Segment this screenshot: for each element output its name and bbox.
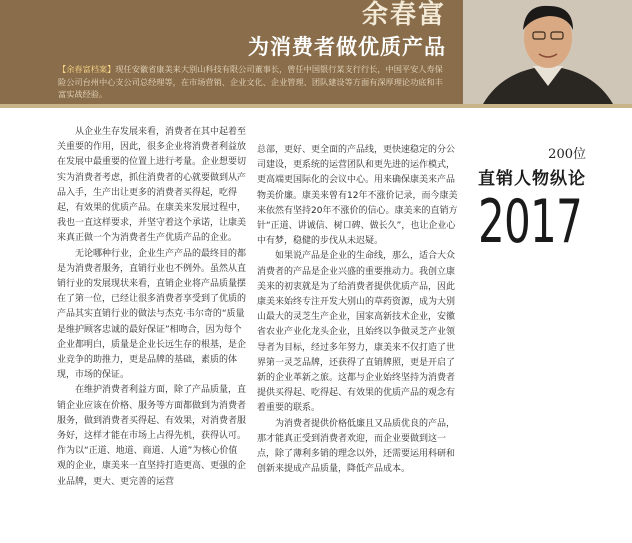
series-title: 直销人物纵论	[478, 169, 586, 189]
article-headline: 为消费者做优质产品	[248, 35, 446, 59]
paragraph: 为消费者提供价格低廉且又品质优良的产品，那才能真正受到消费者欢迎，而企业要做到这一点，除了薄利多销的理念以外，还需要运用科研和创新来提成产品质量，降低产品成本。	[257, 418, 456, 475]
header-divider	[0, 104, 632, 108]
paragraph: 无论哪种行业，企业生产产品的最终目的都是为消费者服务，直销行业也不例外。虽然从直销行业的发展现状来看，直销企业将产品质量摆在了第一位，已经让很多消费者享受到了优质的产品其实直销行业的做法与杰克·韦尔奇的“质量是维护顾客忠诚的最好保证”相吻合，因为每个企业都明白，质量是企业长远生存的根基，是企业竞争的助推力，更是品牌的基础，素质的体现，市场的保证。	[57, 248, 247, 381]
portrait-illustration	[463, 0, 632, 104]
paragraph: 在维护消费者利益方面，除了产品质量，直销企业应该在价格、服务等方面都做到为消费者服务，做到消费者买得起、有效果，对消费者服务好，这样才能在市场上占得先机，获得认可。作为以“正道、地道、商道、人道”为核心价值观的企业，康美来一直坚持打造更高、更强的企业品牌，更大、更完善的运营	[57, 385, 247, 487]
series-badge	[478, 143, 628, 257]
person-name: 余春富	[361, 0, 446, 30]
article-column-2	[257, 143, 463, 477]
profile-bio	[58, 63, 448, 101]
series-count: 200位	[548, 147, 586, 162]
profile-tag: 【余春富档案】	[58, 64, 116, 74]
profile-text: 现任安徽省康美来大别山科技有限公司董事长，曾任中国银行某支行行长，中国平安人寿保险公司台州中心支公司总经理等，在市场营销、企业文化、企业管理、团队建设等方面有深厚理论功底和丰富实战经验。	[58, 64, 443, 99]
article-column-1	[57, 125, 246, 490]
paragraph: 从企业生存发展来看，消费者在其中起着至关重要的作用，因此，很多企业将消费者利益放在发展中最重要的位置上进行考量。企业想要切实为消费者考虑，抓住消费者的心就要做到从产品入手，生产出让更多的消费者买得起，吃得起，有效果的优质产品。在康美来发展过程中，我也一直这样要求，并坚守着这个承诺，让康美来真正做一个为消费者生产优质产品的企业。	[57, 127, 247, 244]
portrait-photo	[463, 0, 632, 104]
series-year: 2017	[478, 187, 583, 257]
paragraph: 如果说产品是企业的生命线，那么，适合大众消费者的产品是企业兴盛的重要推动力。我创立康美来的初衷就是为了给消费者提供优质产品，因此康美来始终专注开发大别山的草药资源，成为大别山最大的灵芝生产企业，国家高新技术企业，安徽省农业产业化龙头企业，且始终以争做灵芝产业领导者为目标，经过多年努力，康美来不仅打造了世界第一灵芝品牌，还获得了直销牌照，更是开启了新的企业革新之旅。这都与企业始终坚持为消费者提供买得起、吃得起、有效果的优质产品的观念有着重要的联系。	[257, 251, 456, 414]
paragraph: 总部，更好、更全面的产品线，更快速稳定的分公司建设，更系统的运营团队和更先进的运作模式，更高端更国际化的会议中心。用来确保康美来产品物美价廉。康美来曾有12年不涨价记录，而今康美来依然有坚持20年不涨价的信心。康美来的直销方针“正道、讲诚信、树口碑、做长久”，也让企业心中有梦，稳健的步伐从未迟疑。	[257, 145, 458, 247]
